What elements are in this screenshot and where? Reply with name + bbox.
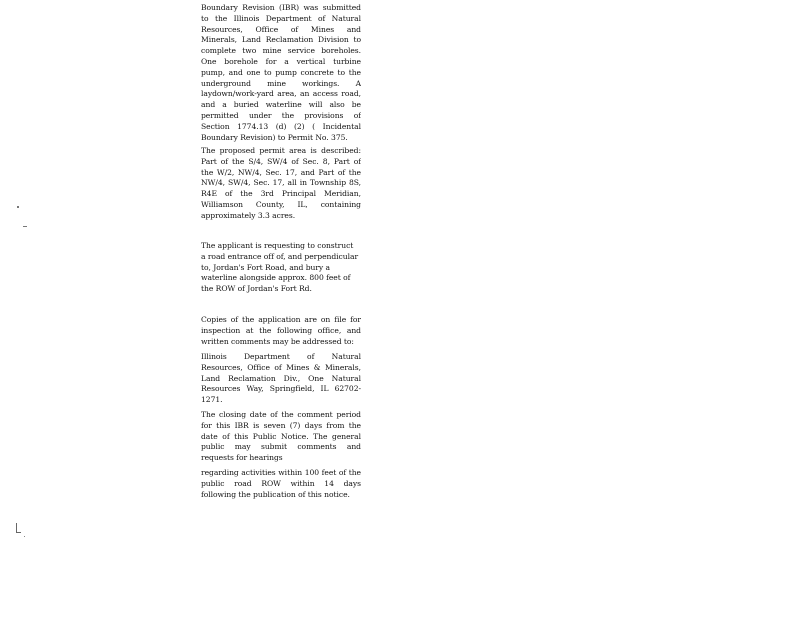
text-line: the ROW of Jordan's Fort Rd. bbox=[201, 284, 312, 294]
notice-paragraph-address bbox=[201, 352, 361, 406]
text-line: Section 1774.13 (d) (2) ( Incidental bbox=[201, 121, 361, 131]
scan-corner-mark-foot bbox=[17, 532, 21, 533]
text-line: for this IBR is seven (7) days from the bbox=[201, 420, 361, 430]
text-line: to the Illinois Department of Natural bbox=[201, 13, 361, 23]
scan-speck-mark bbox=[17, 206, 19, 208]
notice-paragraph-ibr-submission bbox=[201, 3, 361, 143]
text-line: Resources, Office of Mines & Minerals, bbox=[201, 362, 361, 372]
notice-paragraph-permit-area bbox=[201, 146, 361, 222]
scan-dash-mark bbox=[23, 226, 27, 227]
text-line: regarding activities within 100 feet of the bbox=[201, 468, 361, 477]
text-line: 1271. bbox=[201, 395, 223, 405]
text-line: permitted under the provisions of bbox=[201, 110, 361, 120]
text-line: R4E of the 3rd Principal Meridian, bbox=[201, 189, 361, 199]
text-line: laydown/work-yard area, an access road, bbox=[201, 89, 361, 99]
text-line: Resources Way, Springfield, IL 62702- bbox=[201, 384, 361, 394]
text-line: underground mine workings. A bbox=[201, 78, 361, 88]
text-line: requests for hearings bbox=[201, 453, 283, 463]
notice-paragraph-copies-on-file bbox=[201, 315, 361, 347]
text-line: The applicant is requesting to construct bbox=[201, 241, 354, 250]
text-line: Williamson County, IL, containing bbox=[201, 199, 361, 209]
text-line: pump, and one to pump concrete to the bbox=[201, 67, 361, 77]
text-line: Copies of the application are on file for bbox=[201, 315, 361, 324]
scan-speck-mark-2 bbox=[24, 536, 25, 537]
text-line: public road ROW within 14 days bbox=[201, 478, 361, 488]
text-line: complete two mine service boreholes. bbox=[201, 46, 361, 56]
text-line: Boundary Revision) to Permit No. 375. bbox=[201, 132, 348, 142]
text-line: Land Reclamation Div., One Natural bbox=[201, 373, 361, 383]
text-line: One borehole for a vertical turbine bbox=[201, 56, 361, 66]
text-line: public may submit comments and bbox=[201, 442, 361, 452]
notice-paragraph-road-row-activities bbox=[201, 468, 361, 500]
text-line: date of this Public Notice. The general bbox=[201, 431, 361, 441]
text-line: NW/4, SW/4, Sec. 17, all in Township 8S, bbox=[201, 178, 361, 188]
text-line: the W/2, NW/4, Sec. 17, and Part of the bbox=[201, 167, 361, 177]
text-line: and a buried waterline will also be bbox=[201, 100, 361, 110]
notice-paragraph-road-request bbox=[201, 241, 361, 295]
notice-paragraph-closing-date bbox=[201, 410, 361, 464]
text-line: a road entrance off of, and perpendicular bbox=[201, 251, 359, 261]
text-line: to, Jordan's Fort Road, and bury a bbox=[201, 262, 331, 272]
text-line: The closing date of the comment period bbox=[201, 410, 361, 419]
text-line: written comments may be addressed to: bbox=[201, 336, 354, 346]
text-line: waterline alongside approx. 800 feet of bbox=[201, 273, 351, 283]
text-line: approximately 3.3 acres. bbox=[201, 210, 296, 220]
text-line: following the publication of this notice. bbox=[201, 489, 350, 499]
text-line: inspection at the following office, and bbox=[201, 325, 361, 335]
text-line: Illinois Department of Natural bbox=[201, 352, 361, 361]
text-line: The proposed permit area is described: bbox=[201, 146, 361, 155]
text-line: Resources, Office of Mines and bbox=[201, 24, 361, 34]
text-line: Minerals, Land Reclamation Division to bbox=[201, 35, 361, 45]
text-line: Part of the S/4, SW/4 of Sec. 8, Part of bbox=[201, 156, 361, 166]
text-line: Boundary Revision (IBR) was submitted bbox=[201, 3, 361, 12]
